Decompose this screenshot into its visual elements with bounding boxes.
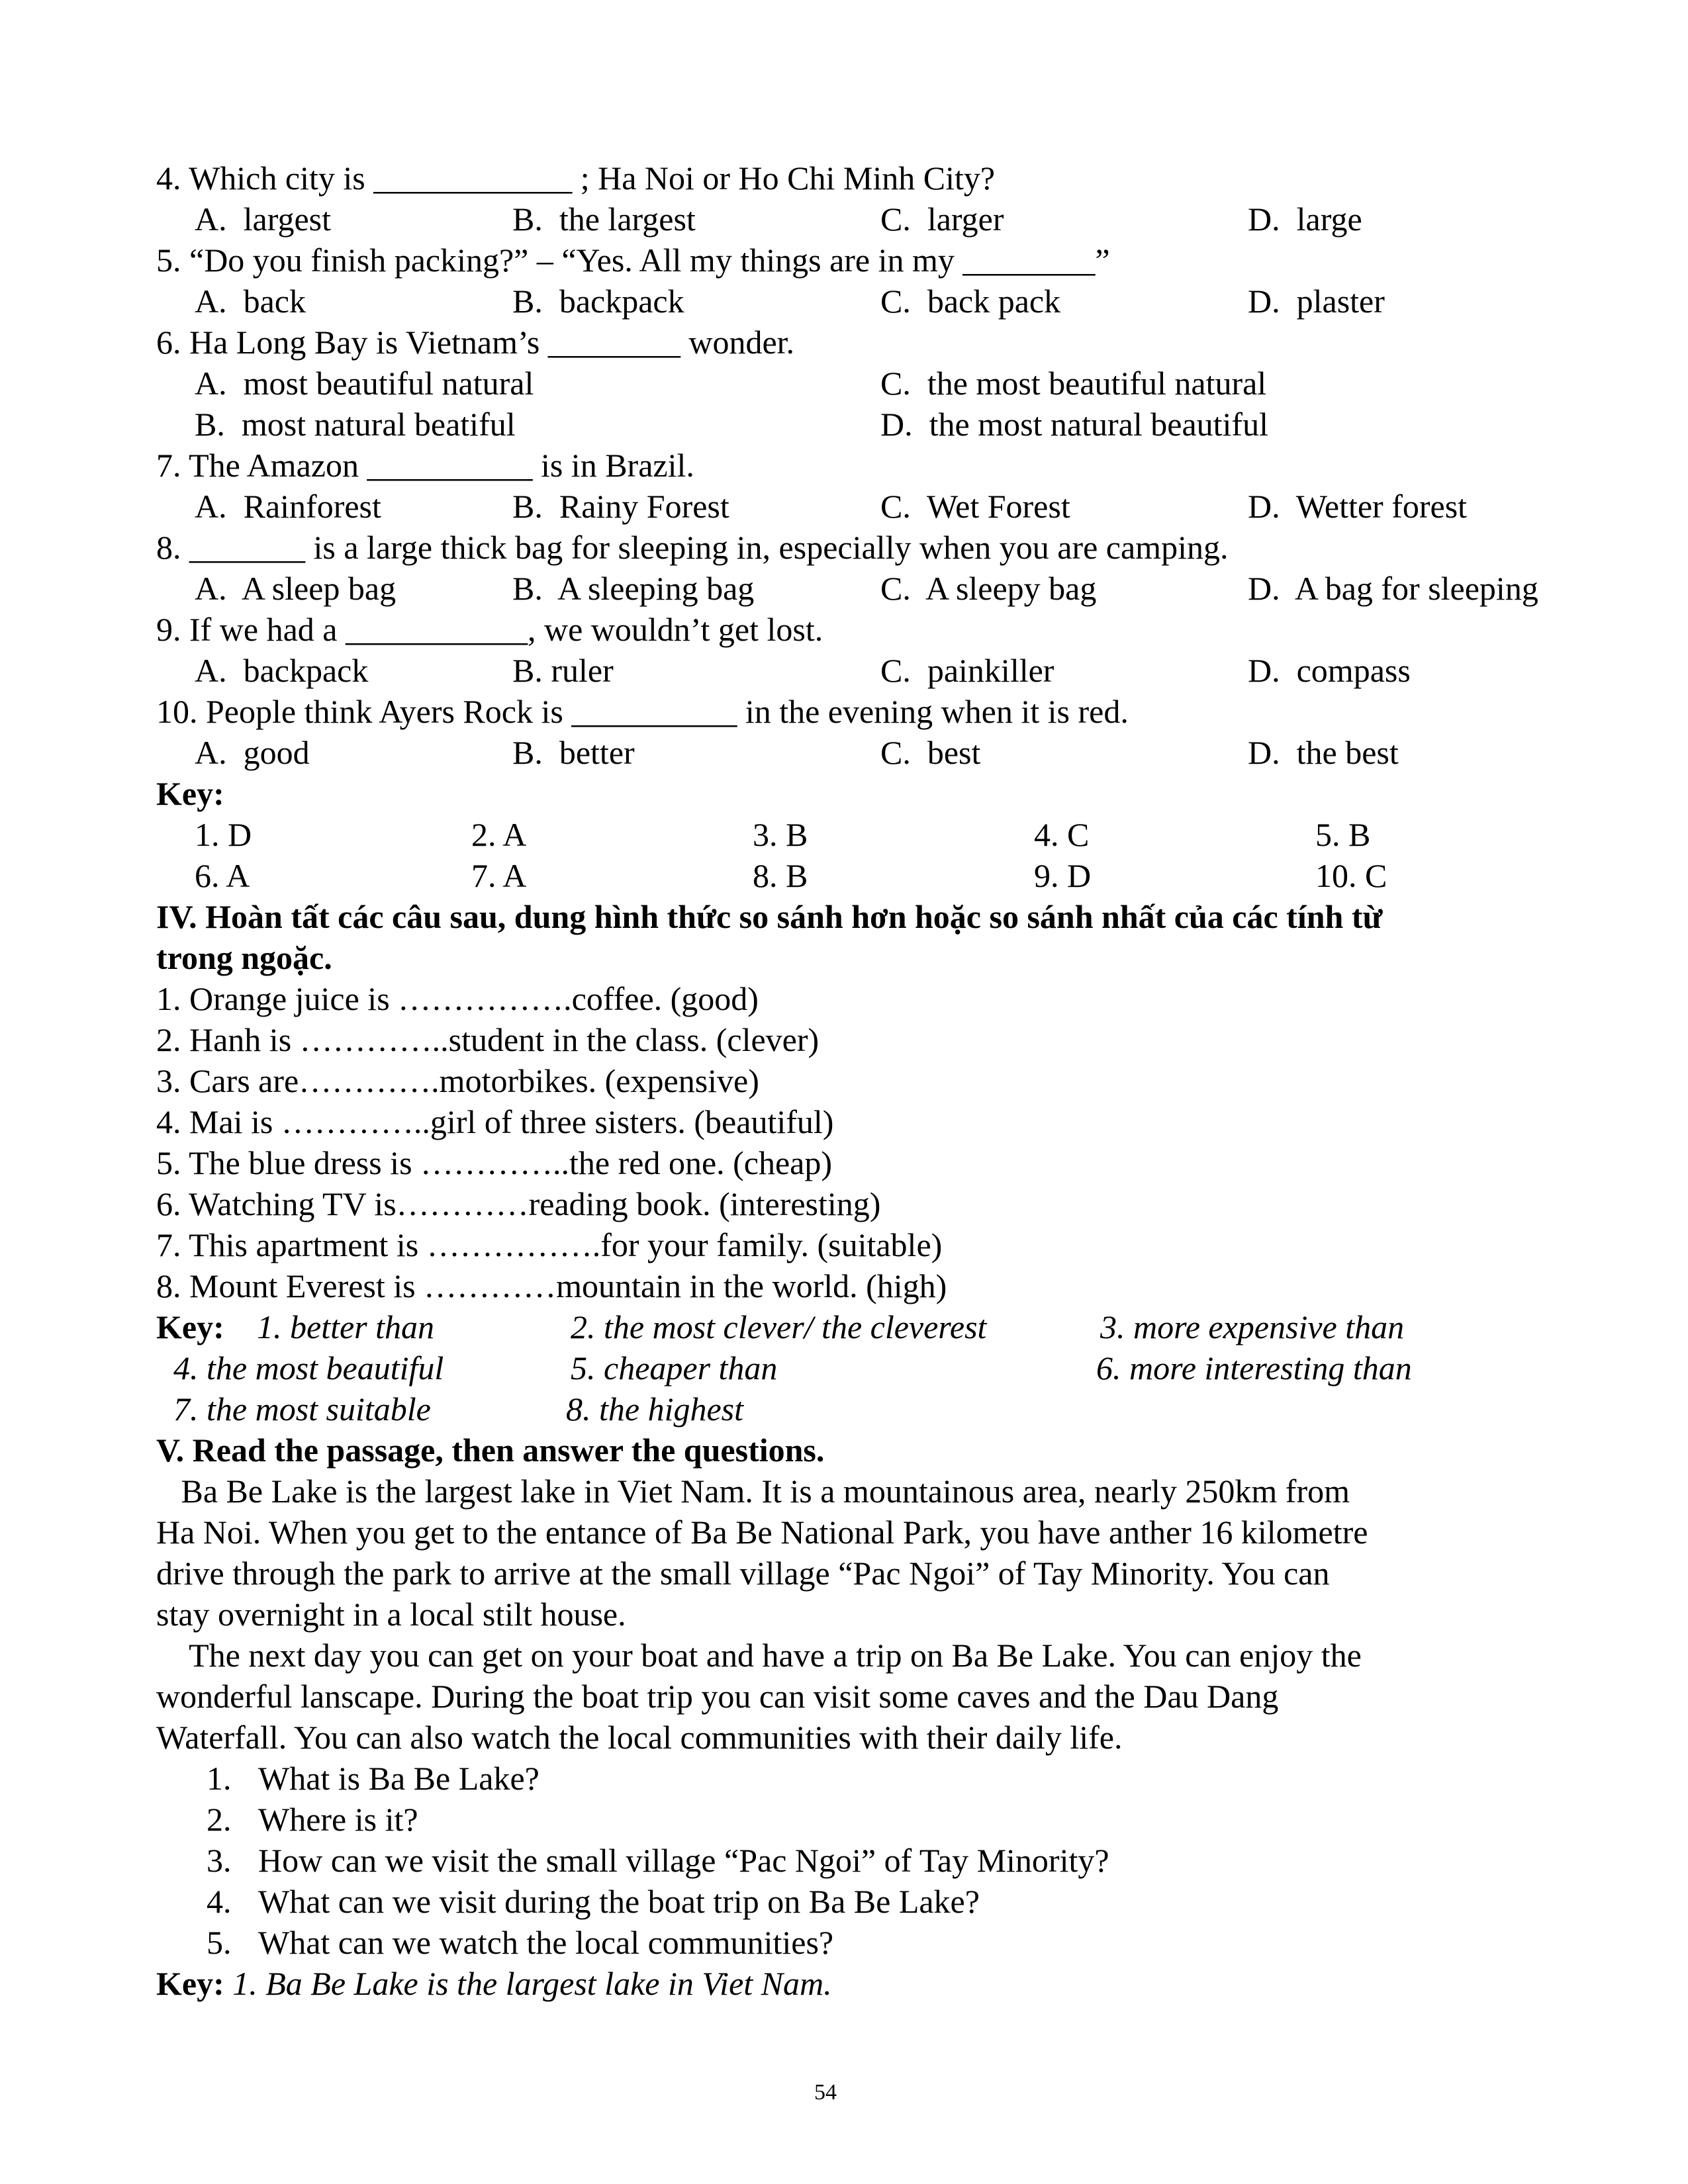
key-answer: 1. D xyxy=(195,816,252,853)
question-item xyxy=(207,1803,418,1836)
question-text: What is Ba Be Lake? xyxy=(258,1760,539,1797)
question-number: 3. xyxy=(207,1842,232,1879)
q6-option-c: C. the most beautiful natural xyxy=(880,365,1267,402)
question-item xyxy=(207,1885,980,1918)
question-8-stem: 8. _______ is a large thick bag for sleeping in, especially when you are camping. xyxy=(156,529,1229,566)
q7-option-c: C. Wet Forest xyxy=(880,488,1070,525)
q9-option-c: C. painkiller xyxy=(880,652,1055,689)
q10-option-b: B. better xyxy=(512,734,635,771)
question-text: What can we watch the local communities? xyxy=(258,1924,834,1961)
q6-option-a: A. most beautiful natural xyxy=(195,365,534,402)
passage-line: Waterfall. You can also watch the local communities with their daily life. xyxy=(156,1719,1123,1756)
key-label: Key: xyxy=(156,775,224,812)
key-label: Key: xyxy=(156,1308,224,1345)
q6-option-b: B. most natural beatiful xyxy=(195,406,516,443)
q9-option-a: A. backpack xyxy=(195,652,369,689)
q9-option-b: B. ruler xyxy=(512,652,614,689)
key-answer: 4. C xyxy=(1034,816,1090,853)
q5-option-a: A. back xyxy=(195,283,306,320)
page-number: 54 xyxy=(814,2080,837,2105)
key-answer: 8. B xyxy=(753,857,808,894)
q7-option-b: B. Rainy Forest xyxy=(512,488,729,525)
question-text: How can we visit the small village “Pac Ngoi” of Tay Minority? xyxy=(258,1842,1109,1879)
passage-line: wonderful lanscape. During the boat trip you can visit some caves and the Dau Dang xyxy=(156,1678,1279,1715)
key-answer: 8. the highest xyxy=(566,1390,744,1428)
question-text: What can we visit during the boat trip on Ba Be Lake? xyxy=(258,1883,980,1920)
q4-option-a: A. largest xyxy=(195,201,331,238)
q10-option-d: D. the best xyxy=(1248,734,1399,771)
key-line xyxy=(156,1967,832,2000)
question-text: Where is it? xyxy=(258,1801,418,1838)
section-4-heading: IV. Hoàn tất các câu sau, dung hình thức so sánh hơn hoặc so sánh nhất của các tính từ xyxy=(156,898,1383,935)
section-5-heading: V. Read the passage, then answer the questions. xyxy=(156,1432,825,1469)
passage-line: Ha Noi. When you get to the entance of Ba Be National Park, you have anther 16 kilometre xyxy=(156,1514,1368,1551)
passage-line: Ba Be Lake is the largest lake in Viet Nam. It is a mountainous area, nearly 250km from xyxy=(156,1473,1350,1510)
question-4-stem: 4. Which city is ____________ ; Ha Noi or Ho Chi Minh City? xyxy=(156,159,996,197)
q8-option-b: B. A sleeping bag xyxy=(512,570,755,607)
passage-line: drive through the park to arrive at the small village “Pac Ngoi” of Tay Minority. You can xyxy=(156,1555,1330,1592)
q4-option-d: D. large xyxy=(1248,201,1362,238)
question-5-stem: 5. “Do you finish packing?” – “Yes. All my things are in my ________” xyxy=(156,242,1110,279)
key-answer: 1. Ba Be Lake is the largest lake in Viet Nam. xyxy=(224,1965,832,2002)
q7-option-a: A. Rainforest xyxy=(195,488,381,525)
q8-option-d: D. A bag for sleeping xyxy=(1248,570,1538,607)
q9-option-d: D. compass xyxy=(1248,652,1411,689)
section-4-heading-cont: trong ngoặc. xyxy=(156,939,332,976)
key-answer: 3. more expensive than xyxy=(1100,1308,1405,1345)
q4-option-c: C. larger xyxy=(880,201,1004,238)
question-item xyxy=(207,1762,539,1795)
key-answer: 7. A xyxy=(471,857,527,894)
passage-line: stay overnight in a local stilt house. xyxy=(156,1596,626,1633)
q5-option-c: C. back pack xyxy=(880,283,1061,320)
q8-option-a: A. A sleep bag xyxy=(195,570,397,607)
question-9-stem: 9. If we had a ___________, we wouldn’t get lost. xyxy=(156,611,823,648)
key-answer: 1. better than xyxy=(257,1308,435,1345)
q7-option-d: D. Wetter forest xyxy=(1248,488,1468,525)
q10-option-c: C. best xyxy=(880,734,981,771)
q6-option-d: D. the most natural beautiful xyxy=(880,406,1268,443)
question-item xyxy=(207,1844,1109,1877)
exercise-item: 8. Mount Everest is …………mountain in the world. (high) xyxy=(156,1267,947,1304)
question-10-stem: 10. People think Ayers Rock is __________ in the evening when it is red. xyxy=(156,693,1129,730)
key-answer: 3. B xyxy=(753,816,808,853)
key-label: Key: xyxy=(156,1965,224,2002)
key-answer: 10. C xyxy=(1315,857,1387,894)
question-number: 5. xyxy=(207,1924,232,1961)
question-number: 4. xyxy=(207,1883,232,1920)
q10-option-a: A. good xyxy=(195,734,310,771)
key-answer: 9. D xyxy=(1034,857,1092,894)
passage-line: The next day you can get on your boat and have a trip on Ba Be Lake. You can enjoy the xyxy=(156,1637,1362,1674)
q5-option-d: D. plaster xyxy=(1248,283,1385,320)
key-answer: 2. A xyxy=(471,816,527,853)
exercise-item: 7. This apartment is …………….for your family. (suitable) xyxy=(156,1226,943,1263)
question-item xyxy=(207,1926,833,1959)
exercise-item: 3. Cars are………….motorbikes. (expensive) xyxy=(156,1062,759,1099)
key-answer: 5. B xyxy=(1315,816,1371,853)
key-answer: 6. A xyxy=(195,857,250,894)
exercise-item: 2. Hanh is …………..student in the class. (clever) xyxy=(156,1021,820,1058)
exercise-item: 1. Orange juice is …………….coffee. (good) xyxy=(156,980,759,1017)
exercise-item: 5. The blue dress is …………..the red one. (cheap) xyxy=(156,1144,833,1181)
question-number: 2. xyxy=(207,1801,232,1838)
key-answer: 7. the most suitable xyxy=(173,1390,431,1428)
key-answer: 6. more interesting than xyxy=(1096,1349,1412,1387)
exercise-item: 4. Mai is …………..girl of three sisters. (beautiful) xyxy=(156,1103,834,1140)
q5-option-b: B. backpack xyxy=(512,283,684,320)
q4-option-b: B. the largest xyxy=(512,201,696,238)
question-7-stem: 7. The Amazon __________ is in Brazil. xyxy=(156,447,694,484)
exercise-item: 6. Watching TV is…………reading book. (interesting) xyxy=(156,1185,881,1222)
question-6-stem: 6. Ha Long Bay is Vietnam’s ________ wonder. xyxy=(156,324,795,361)
key-answer: 4. the most beautiful xyxy=(173,1349,444,1387)
q8-option-c: C. A sleepy bag xyxy=(880,570,1097,607)
question-number: 1. xyxy=(207,1760,232,1797)
key-answer: 2. the most clever/ the cleverest xyxy=(571,1308,987,1345)
key-answer: 5. cheaper than xyxy=(571,1349,778,1387)
